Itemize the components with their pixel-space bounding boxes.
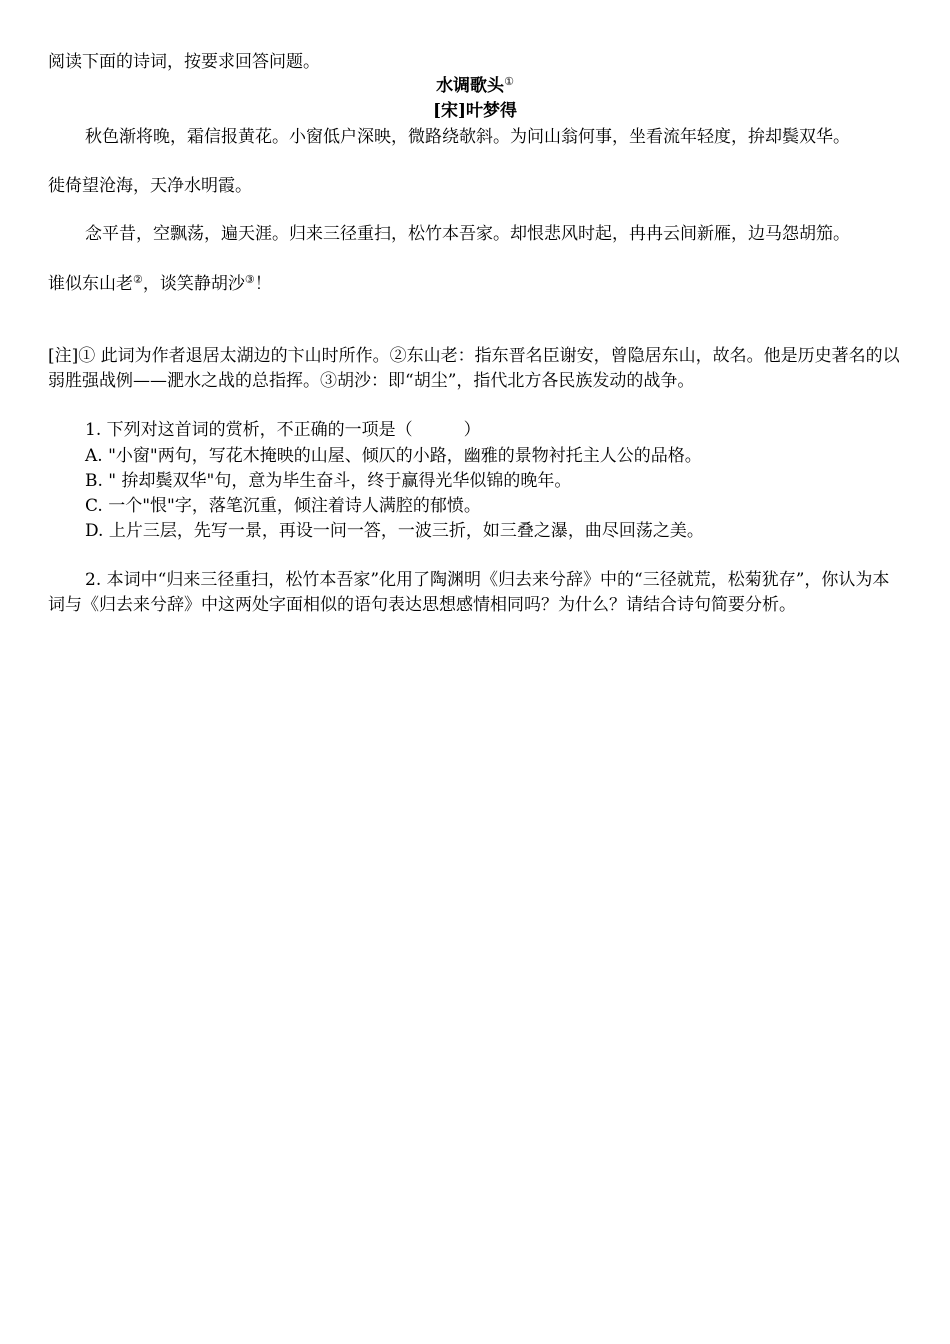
question1-option-d: D. 上片三层，先写一景，再设一问一答，一波三折，如三叠之瀑，曲尽回荡之美。 xyxy=(85,521,704,541)
poem-stanza2-line1: 念平昔，空飘荡，遍天涯。归来三径重扫，松竹本吾家。却恨悲风时起，冉冉云间新雁，边马怨胡笳。 xyxy=(85,224,850,244)
poem-text-segment: ！ xyxy=(254,274,272,294)
footnote-mark: ① xyxy=(504,75,514,88)
question1-option-c: C. 一个"恨"字，落笔沉重，倾注着诗人满腔的郁愤。 xyxy=(85,496,481,516)
poem-author: [宋]叶梦得 xyxy=(432,101,518,121)
question1-option-b: B. " 拚却鬓双华"句，意为毕生奋斗，终于赢得光华似锦的晚年。 xyxy=(85,471,572,491)
poem-stanza1-line2: 徙倚望沧海，天净水明霞。 xyxy=(48,176,252,196)
question2-text: 2. 本词中“归来三径重扫，松竹本吾家”化用了陶渊明《归去来兮辞》中的“三径就荒，松菊犹存”，你认为本词与《归去来兮辞》中这两处字面相似的语句表达思想感情相同吗？为什么？请结合诗句简要分析。 xyxy=(48,570,890,615)
question1-option-a: A. "小窗"两句，写花木掩映的山屋、倾仄的小路，幽雅的景物衬托主人公的品格。 xyxy=(85,446,702,466)
question1-stem: 1. 下列对这首词的赏析，不正确的一项是（ ） xyxy=(85,420,481,440)
poem-title-text: 水调歌头 xyxy=(436,76,505,96)
poem-text-segment: 谁似东山老 xyxy=(48,274,133,294)
footnote-mark: ③ xyxy=(244,273,255,286)
poem-stanza1-line1: 秋色渐将晚，霜信报黄花。小窗低户深映，微路绕欹斜。为问山翁何事，坐看流年轻度，拚却鬓双华。 xyxy=(85,127,850,147)
poem-text-segment: ，谈笑静胡沙 xyxy=(142,274,245,294)
annotation-note: [注]① 此词为作者退居太湖边的卞山时所作。②东山老：指东晋名臣谢安，曾隐居东山，故名。他是历史著名的以弱胜强战例——淝水之战的总指挥。③胡沙：即“胡尘”，指代北方各民族发动的战争。 xyxy=(48,346,900,391)
poem-stanza2-line2 xyxy=(48,272,272,297)
footnote-mark: ② xyxy=(133,273,143,286)
instruction-text: 阅读下面的诗词，按要求回答问题。 xyxy=(48,52,320,72)
poem-title xyxy=(0,74,950,99)
